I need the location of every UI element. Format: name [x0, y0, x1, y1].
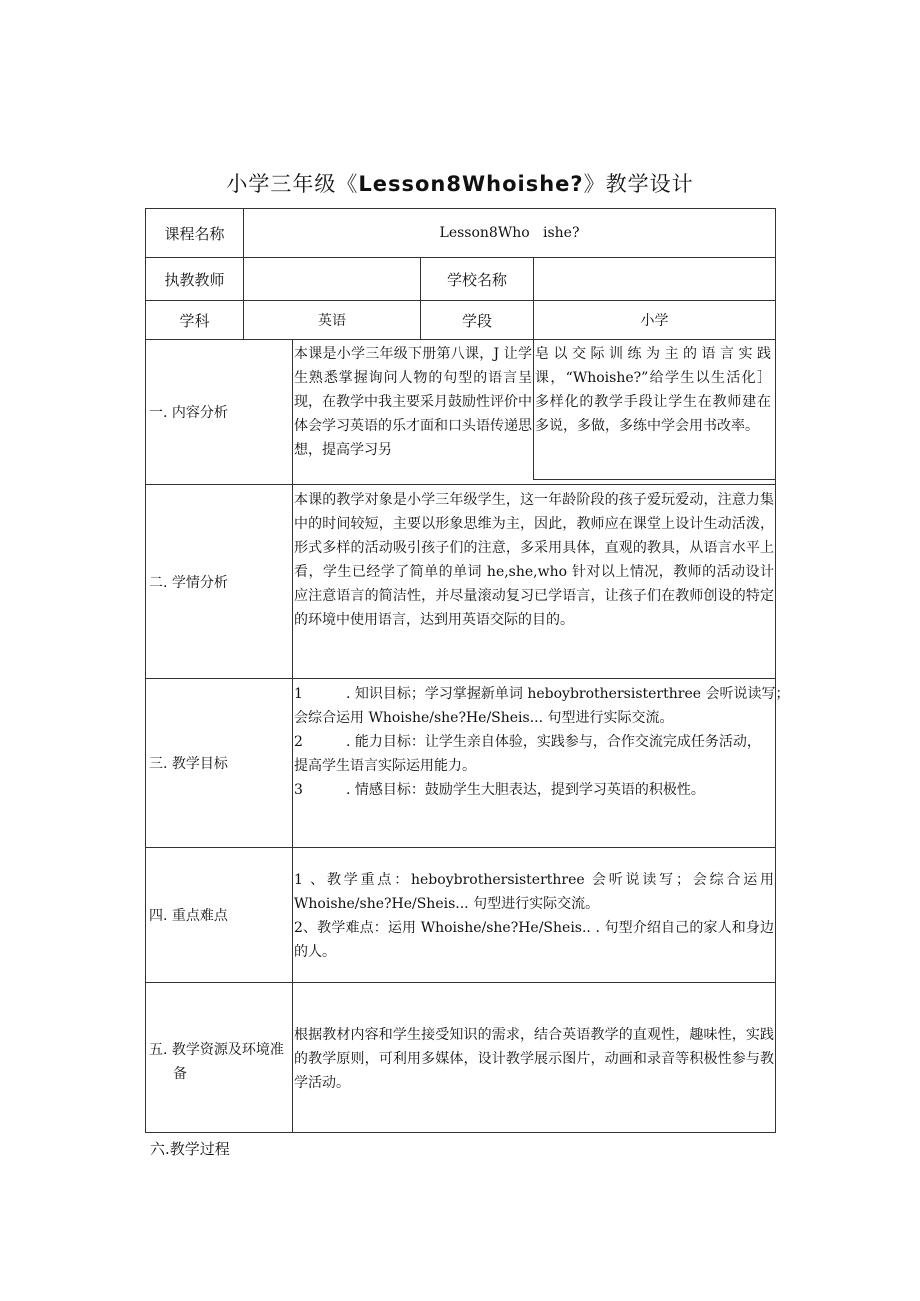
student-analysis-label: 二. 学情分析 [145, 484, 293, 679]
stage-value: 小学 [533, 300, 776, 340]
student-analysis-text: 本课的教学对象是小学三年级学生，这一年龄阶段的孩子爱玩爱动，注意力集中的时间较短，主要以形象思维为主，因此，教师应在课堂上设计生动活泼，形式多样的活动吸引孩子们的注意，多采用具体，直观的教具，从语言水平上看，学生已经学了简单的单词 he,she,who 针对以上情况，教师的活动设计应注意语言的简洁性，并尽量滚动复习已学语言，让孩子们在教师创设的特定的环境中使用语言，达到用英语交际的目的。 [294, 492, 774, 628]
page-title: 小学三年级《Lesson8Whoishe?》教学设计 [226, 172, 694, 196]
key-points-label: 四. 重点难点 [145, 847, 293, 983]
subject-label: 学科 [145, 300, 244, 340]
content-analysis-label: 一. 内容分析 [145, 339, 293, 485]
subject-value: 英语 [243, 300, 421, 340]
goal-item-cont: 提高学生语言实际运用能力。 [294, 758, 476, 774]
course-name-label: 课程名称 [145, 208, 244, 258]
course-name-value: Lesson8Who ishe? [243, 208, 776, 258]
resources-label-line1: 五. 教学资源及环境准 [149, 1042, 284, 1058]
key-points-difficulty: 2、教学难点：运用 Whoishe/she?He/Sheis.. . 句型介绍自己的家人和身边的人。 [294, 920, 774, 960]
school-label: 学校名称 [420, 257, 534, 301]
resources-label-line2: 备 [173, 1066, 187, 1082]
teacher-value [243, 257, 421, 301]
key-points-focus: 1 、教学重点：heboybrothersisterthree 会听说读写；会综合运用 Whoishe/she?He/Sheis... 句型进行实际交流。 [294, 872, 774, 912]
goal-item-cont: 会综合运用 Whoishe/she?He/Sheis... 句型进行实际交流。 [294, 710, 674, 726]
content-analysis-left-text: 本课是小学三年级下册第八课，J 让学生熟悉掌握询问人物的句型的语言呈现，在教学中我主要采月鼓励性评价中体会学习英语的乐才面和口头语传递思想，提高学习另 [294, 346, 532, 458]
resources-label [145, 982, 293, 1133]
teaching-goals-list [294, 682, 790, 802]
resources-text: 根据教材内容和学生接受知识的需求，结合英语教学的直观性，趣味性，实践的教学原则，可利用多媒体，设计教学展示图片，动画和录音等积极性参与教学活动。 [294, 1027, 774, 1091]
school-value [533, 257, 776, 301]
teacher-label: 执教教师 [145, 257, 244, 301]
goal-item: 1 . 知识目标；学习掌握新单词 heboybrothersisterthree 会听说读写； [294, 686, 790, 702]
stage-label: 学段 [420, 300, 534, 340]
goal-item: 3 . 情感目标：鼓励学生大胆表达，提到学习英语的积极性。 [294, 782, 705, 798]
content-analysis-right-text: 皂以交际训练为主的语言实践课，“Whoishe?”给学生以生活化］多样化的教学手段让学生在教师建在多说，多做，多练中学会用书改率。 [535, 346, 771, 434]
teaching-goals-label: 三. 教学目标 [145, 678, 293, 848]
goal-item: 2 . 能力目标：让学生亲自体验，实践参与，合作交流完成任务活动， [294, 734, 761, 750]
section-six-heading: 六.教学过程 [150, 1140, 230, 1158]
